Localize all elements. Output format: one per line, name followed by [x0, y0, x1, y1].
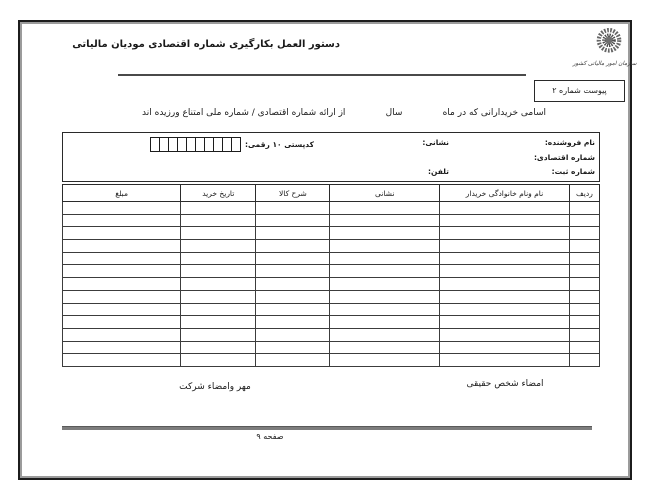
footer-divider-line — [62, 426, 592, 430]
table-cell[interactable] — [256, 290, 330, 303]
form-subtitle-row — [142, 108, 546, 118]
table-cell[interactable] — [181, 278, 256, 291]
table-row — [63, 202, 600, 215]
table-row — [63, 354, 600, 367]
table-cell[interactable] — [439, 202, 569, 215]
table-cell[interactable] — [569, 240, 599, 253]
table-cell[interactable] — [181, 202, 256, 215]
table-cell[interactable] — [63, 328, 181, 341]
table-cell[interactable] — [439, 354, 569, 367]
column-header: شرح کالا — [256, 185, 330, 202]
table-row — [63, 341, 600, 354]
table-row — [63, 240, 600, 253]
table-cell[interactable] — [256, 214, 330, 227]
table-cell[interactable] — [330, 227, 440, 240]
table-cell[interactable] — [569, 354, 599, 367]
subtitle-part-refusal: از ارائه شماره اقتصادی / شماره ملی امتناع ورزیده اند — [142, 108, 346, 118]
table-cell[interactable] — [330, 202, 440, 215]
economic-number-label: شماره اقتصادی: — [533, 153, 595, 162]
table-cell[interactable] — [181, 265, 256, 278]
table-cell[interactable] — [439, 303, 569, 316]
table-cell[interactable] — [181, 214, 256, 227]
table-cell[interactable] — [181, 252, 256, 265]
tax-organization-emblem-icon — [580, 25, 638, 59]
company-seal-signature-label: مهر وامضاء شرکت — [179, 382, 251, 392]
table-cell[interactable] — [181, 290, 256, 303]
table-cell[interactable] — [330, 316, 440, 329]
table-cell[interactable] — [569, 214, 599, 227]
table-body — [63, 202, 600, 367]
column-header: نام ونام خانوادگی خریدار — [439, 185, 569, 202]
column-header: تاریخ خرید — [181, 185, 256, 202]
table-cell[interactable] — [63, 214, 181, 227]
table-cell[interactable] — [63, 252, 181, 265]
table-cell[interactable] — [63, 227, 181, 240]
page-number: صفحه ۹ — [256, 432, 284, 441]
table-cell[interactable] — [256, 202, 330, 215]
table-row — [63, 303, 600, 316]
table-cell[interactable] — [330, 240, 440, 253]
postal-code-group — [150, 137, 314, 152]
registration-number-label: شماره ثبت: — [551, 167, 595, 176]
table-cell[interactable] — [569, 290, 599, 303]
table-cell[interactable] — [181, 328, 256, 341]
table-cell[interactable] — [181, 227, 256, 240]
attachment-number-box: پیوست شماره ۲ — [534, 80, 625, 102]
subtitle-part-year: سال — [385, 108, 403, 118]
table-cell[interactable] — [256, 278, 330, 291]
table-cell[interactable] — [439, 316, 569, 329]
table-cell[interactable] — [569, 202, 599, 215]
table-row — [63, 252, 600, 265]
table-cell[interactable] — [330, 341, 440, 354]
buyers-table — [62, 184, 600, 367]
table-header-row — [63, 185, 600, 202]
table-cell[interactable] — [63, 265, 181, 278]
table-cell[interactable] — [330, 265, 440, 278]
postal-code-label: کدپستی ۱۰ رقمی: — [244, 140, 314, 149]
table-cell[interactable] — [330, 328, 440, 341]
table-cell[interactable] — [181, 303, 256, 316]
table-cell[interactable] — [569, 316, 599, 329]
table-cell[interactable] — [256, 316, 330, 329]
organization-logo-caption: سازمان امور مالیاتی کشور — [572, 60, 637, 67]
table-cell[interactable] — [63, 341, 181, 354]
table-row — [63, 290, 600, 303]
table-cell[interactable] — [330, 252, 440, 265]
table-cell[interactable] — [439, 214, 569, 227]
table-cell[interactable] — [256, 303, 330, 316]
table-cell[interactable] — [256, 265, 330, 278]
natural-person-signature-label: امضاء شخص حقیقی — [466, 379, 544, 389]
table-cell[interactable] — [439, 328, 569, 341]
postal-digit-cell[interactable] — [231, 137, 241, 152]
table-cell[interactable] — [439, 252, 569, 265]
table-cell[interactable] — [439, 341, 569, 354]
page-frame — [18, 20, 637, 480]
table-cell[interactable] — [63, 316, 181, 329]
table-cell[interactable] — [256, 240, 330, 253]
table-cell[interactable] — [256, 227, 330, 240]
table-cell[interactable] — [63, 354, 181, 367]
column-header: ردیف — [569, 185, 599, 202]
table-cell[interactable] — [63, 303, 181, 316]
table-cell[interactable] — [569, 341, 599, 354]
table-cell[interactable] — [439, 240, 569, 253]
table-cell[interactable] — [330, 214, 440, 227]
table-row — [63, 316, 600, 329]
table-cell[interactable] — [256, 354, 330, 367]
table-cell[interactable] — [439, 278, 569, 291]
table-row — [63, 265, 600, 278]
table-cell[interactable] — [569, 252, 599, 265]
table-cell[interactable] — [569, 265, 599, 278]
table-cell[interactable] — [256, 252, 330, 265]
table-cell[interactable] — [63, 278, 181, 291]
table-cell[interactable] — [330, 354, 440, 367]
subtitle-part-month: اسامی خریدارانی که در ماه — [442, 108, 546, 118]
phone-label: تلفن: — [427, 167, 449, 176]
table-cell[interactable] — [330, 303, 440, 316]
table-cell[interactable] — [63, 202, 181, 215]
table-cell[interactable] — [181, 316, 256, 329]
column-header: نشانی — [330, 185, 440, 202]
table-cell[interactable] — [330, 278, 440, 291]
header-divider-line — [118, 74, 526, 76]
document-title: دستور العمل بکارگیری شماره اقتصادی مودیان مالیاتی — [72, 39, 340, 50]
postal-code-cells — [150, 137, 241, 152]
seller-name-label: نام فروشنده: — [544, 138, 595, 147]
organization-logo-block — [572, 25, 638, 67]
seller-address-label: نشانی: — [422, 138, 449, 147]
column-header: مبلغ — [63, 185, 181, 202]
table-cell[interactable] — [181, 341, 256, 354]
table-cell[interactable] — [569, 328, 599, 341]
seller-info-box — [62, 132, 600, 182]
table-cell[interactable] — [256, 328, 330, 341]
table-cell[interactable] — [439, 290, 569, 303]
table-cell[interactable] — [256, 341, 330, 354]
table-cell[interactable] — [439, 227, 569, 240]
table-row — [63, 214, 600, 227]
table-row — [63, 278, 600, 291]
table-cell[interactable] — [569, 278, 599, 291]
table-cell[interactable] — [330, 290, 440, 303]
table-cell[interactable] — [63, 290, 181, 303]
table-row — [63, 328, 600, 341]
table-row — [63, 227, 600, 240]
table-cell[interactable] — [569, 227, 599, 240]
table-cell[interactable] — [439, 265, 569, 278]
table-cell[interactable] — [181, 354, 256, 367]
table-cell[interactable] — [569, 303, 599, 316]
table-cell[interactable] — [181, 240, 256, 253]
table-cell[interactable] — [63, 240, 181, 253]
